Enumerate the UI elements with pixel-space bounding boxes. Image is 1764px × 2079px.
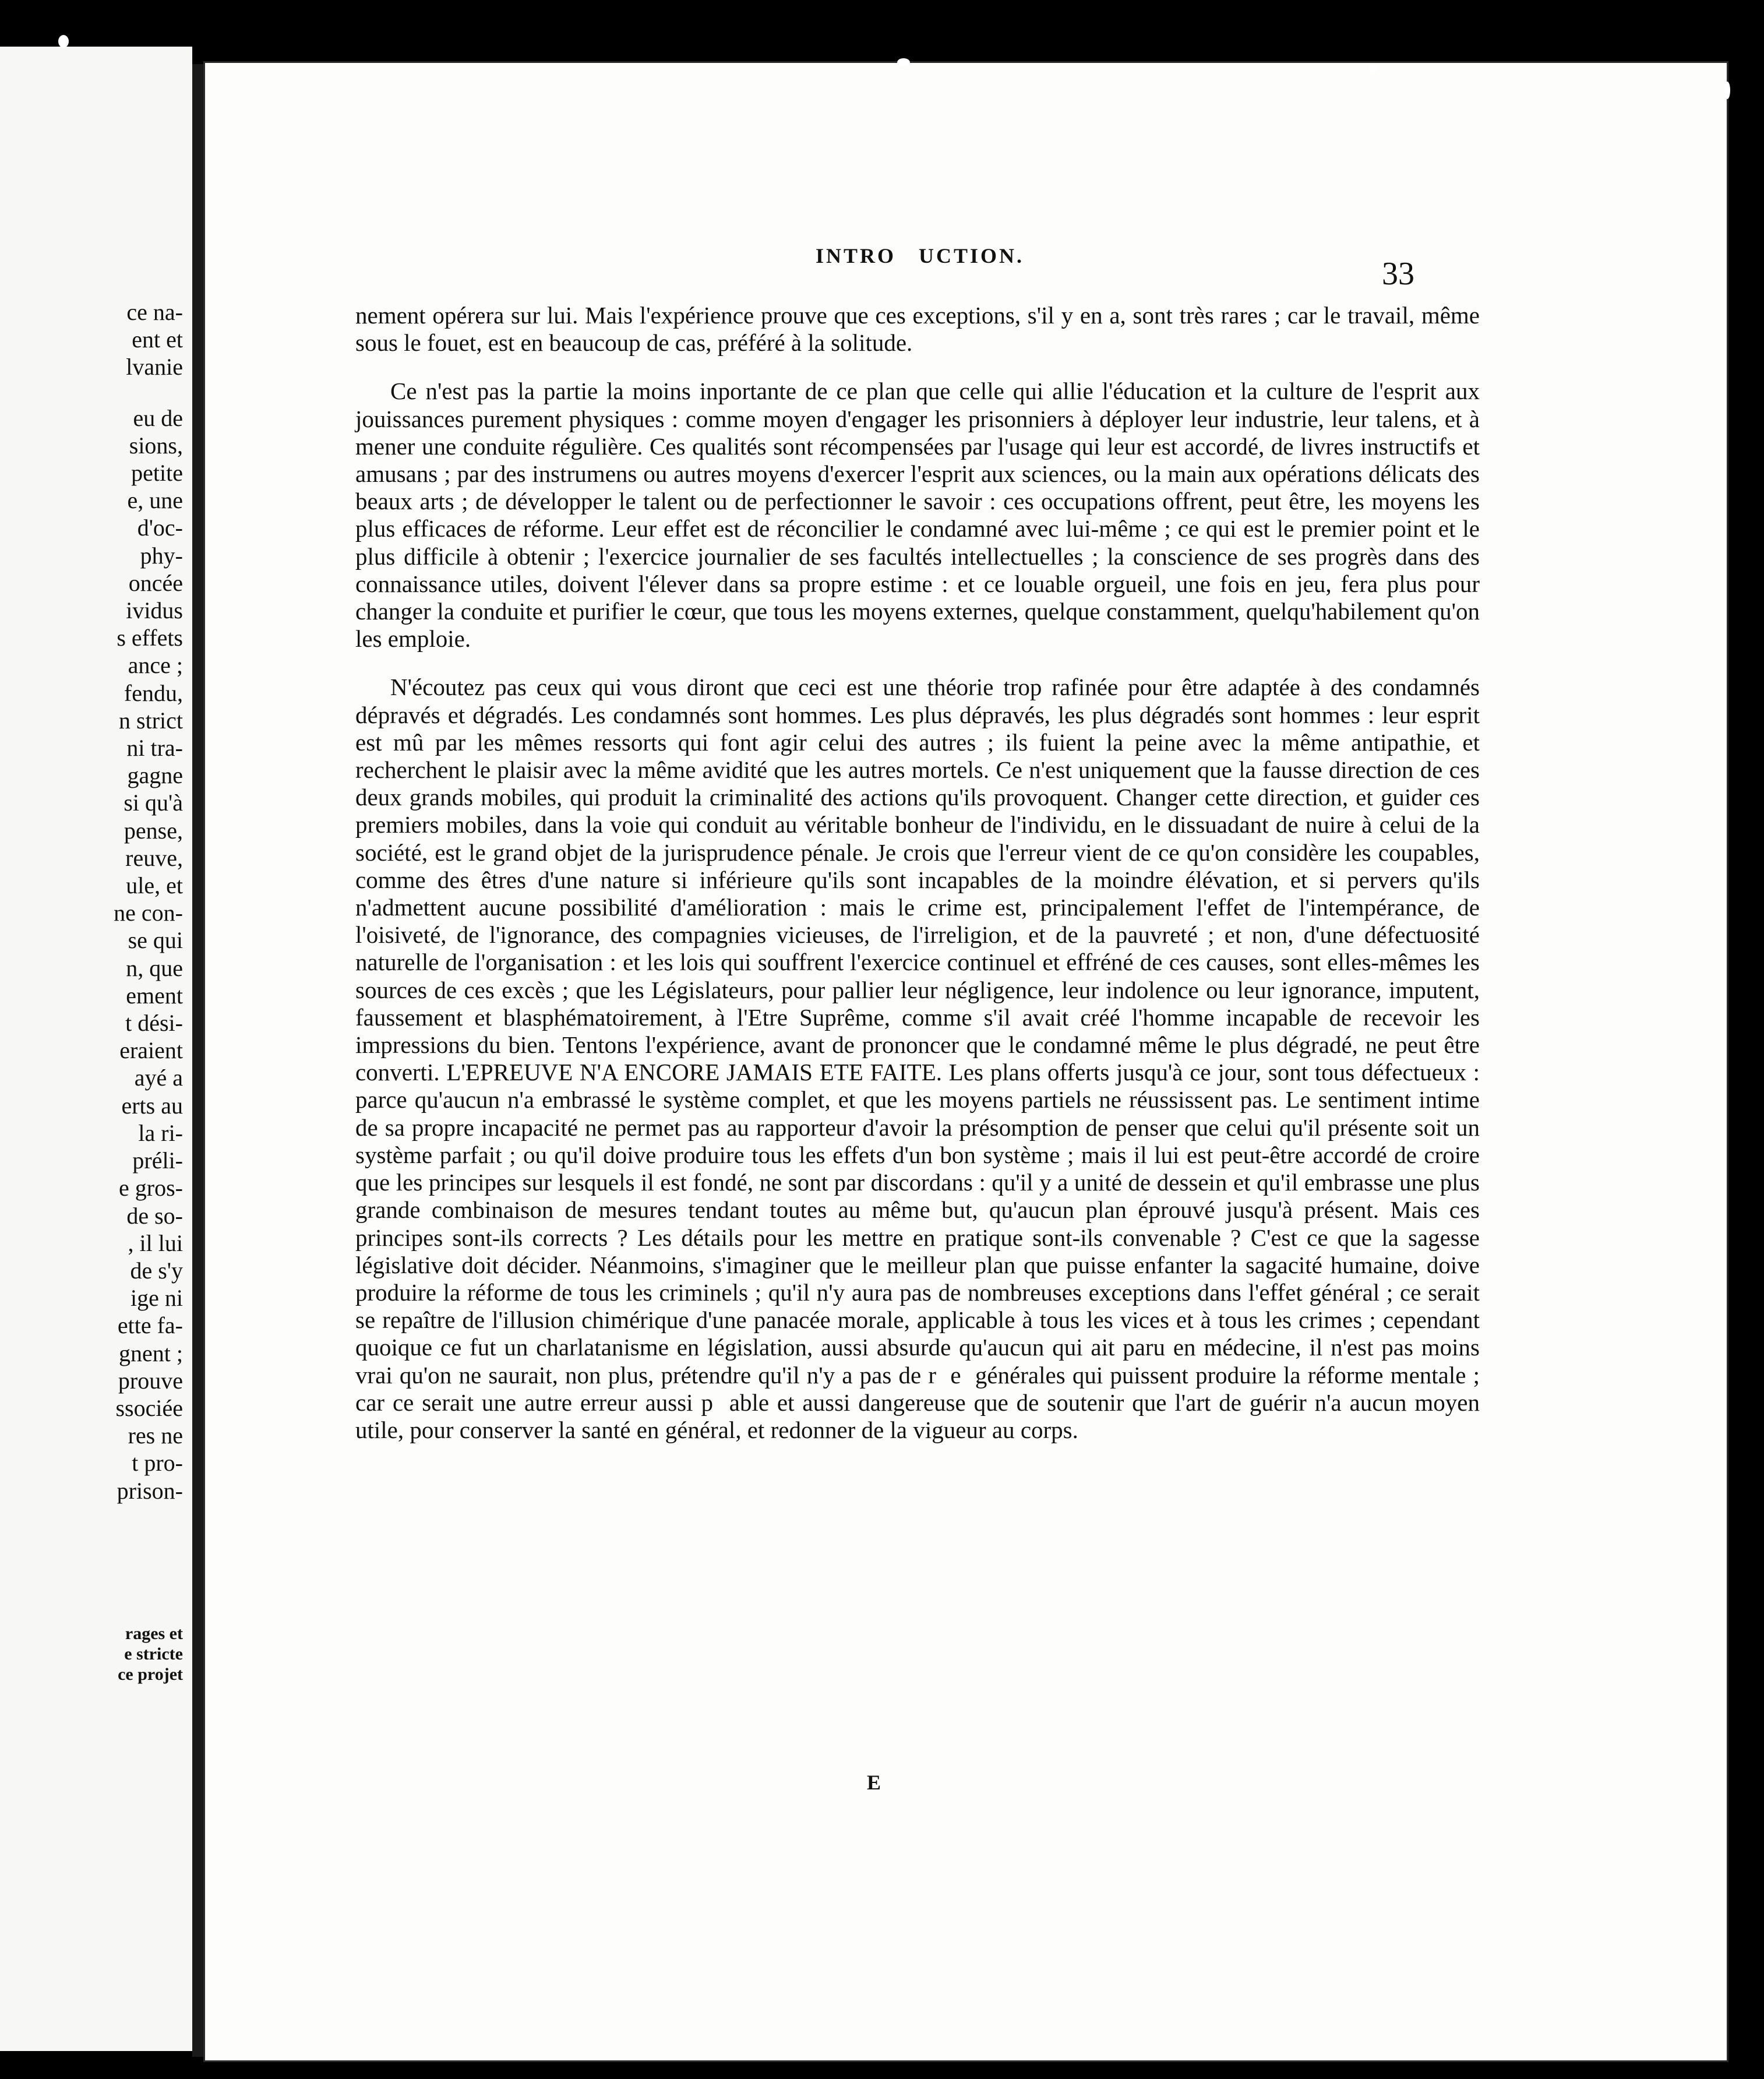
paragraph: nement opérera sur lui. Mais l'expérience prouve que ces exceptions, s'il y en a, sont très rares ; car le travail, même sous le fouet, est en beaucoup de cas, préféré à la solitude. <box>355 302 1480 357</box>
facing-line: ce na- <box>126 299 183 325</box>
facing-line: , il lui <box>128 1229 183 1256</box>
signature-mark: E <box>867 1771 881 1794</box>
facing-line: phy- <box>140 542 183 569</box>
facing-line: reuve, <box>125 844 183 871</box>
facing-line: ige ni <box>130 1285 183 1312</box>
facing-page <box>0 47 192 2051</box>
facing-line: se qui <box>128 927 183 954</box>
facing-note: rages et <box>125 1624 183 1643</box>
facing-line: ette fa- <box>117 1312 183 1339</box>
facing-line: fendu, <box>124 679 183 706</box>
paragraph: Ce n'est pas la partie la moins inportante de ce plan que celle qui allie l'éducation et la culture de l'esprit aux jouissances purement physiques : comme moyen d'engager les prisonniers à déployer leur industrie, leur talens, et à mener une conduite régulière. Ces qualités sont récompensées par l'usage qui leur est accordé, de livres instructifs et amusans ; par des instrumens ou autres moyens d'exercer l'esprit aux sciences, ou la main aux opérations délicats des beaux arts ; de développer le talent ou de perfectionner le savoir : ces occupations offrent, peut être, les moyens les plus efficaces de réforme. Leur effet est de réconcilier le condamné avec lui-même ; ce qui est le premier point et le plus difficile à obtenir ; l'exercice journalier de ses facultés intellectuelles ; la conscience de ses progrès dans des connaissance utiles, doivent l'élever dans sa propre estime : et ce louable orgueil, une fois en jeu, fera plus pour changer la conduite et purifier le cœur, que tous les moyens externes, quelque constamment, quelqu'habilement qu'on les emploie. <box>355 378 1480 653</box>
scan-speck <box>1369 64 1377 72</box>
facing-line: gagne <box>127 762 183 789</box>
facing-line: t pro- <box>132 1450 183 1477</box>
facing-line: ance ; <box>128 652 183 679</box>
facing-note: e stricte <box>124 1644 183 1664</box>
facing-line: ne con- <box>114 900 183 926</box>
facing-line: d'oc- <box>137 515 183 541</box>
facing-note: ce projet <box>118 1665 183 1684</box>
facing-line: s effets <box>117 625 183 651</box>
scanned-page <box>205 63 1727 2060</box>
facing-line: ividus <box>126 597 183 624</box>
running-title: INTRO UCTION. <box>816 244 1025 267</box>
facing-line: petite <box>131 460 183 487</box>
facing-page-text <box>0 298 183 1504</box>
facing-line: sions, <box>129 432 183 459</box>
facing-line: n strict <box>119 707 183 734</box>
facing-line: si qu'à <box>124 790 183 816</box>
facing-line: e, une <box>127 487 183 514</box>
paragraph: N'écoutez pas ceux qui vous diront que ceci est une théorie trop rafinée pour être adaptée à des condamnés dépravés et dégradés. Les condamnés sont hommes. Les plus dépravés, les plus dégradés sont hommes : leur esprit est mû par les mêmes ressorts qui font agir celui des autres ; ils fuient la peine avec la même antipathie, et recherchent le plaisir avec la même avidité que les autres mortels. Ce n'est uniquement que la fausse direction de ces deux grands mobiles, qui produit la criminalité des actions qu'ils provoquent. Changer cette direction, et guider ces premiers mobiles, dans la voie qui conduit au véritable bonheur de l'individu, en le dissuadant de nuire à celui de la société, est le grand objet de la jurisprudence pénale. Je crois que l'erreur vient de ce qu'on considère les coupables, comme des êtres d'une nature si inférieure qu'ils sont incapables de la moindre élévation, et si pervers qu'ils n'admettent aucune possibilité d'amélioration : mais le crime est, principalement l'effet de l'intempérance, de l'oisiveté, de l'ignorance, des compagnies vicieuses, de l'irreligion, et de la pauvreté ; et non, d'une défectuosité naturelle de l'organisation : et les lois qui souffrent l'exercice continuel et effréné de ces causes, sont elles-mêmes les sources de ces excès ; que les Législateurs, pour pallier leur négligence, leur indolence ou leur ignorance, imputent, faussement et blasphématoirement, à l'Etre Suprême, comme s'il avait créé l'homme incapable de recevoir les impressions du bien. Tentons l'expérience, avant de prononcer que le condamné même le plus dégradé, ne peut être converti. L'EPREUVE N'A ENCORE JAMAIS ETE FAITE. Les plans offerts jusqu'à ce jour, sont tous défectueux : parce qu'aucun n'a embrassé le système complet, et que les moyens partiels ne réussissent pas. Le sentiment intime de sa propre incapacité ne permet pas au rapporteur d'avoir la présomption de penser que celui qu'il présente soit un système parfait ; ou qu'il doive produire tous les effets d'un bon système ; mais il lui est peut-être accordé de croire que les principes sur lesquels il est fondé, ne sont par discordans : qu'il y a unité de dessein et qu'il embrasse une plus grande combinaison de mesures tendant toutes au même but, qu'aucun plan éprouvé jusqu'à présent. Mais ces principes sont-ils corrects ? Les détails pour les mettre en pratique sont-ils convenable ? C'est ce que la sagesse législative doit décider. Néanmoins, s'imaginer que le meilleur plan que puisse enfanter la sagacité humaine, doive produire la réforme de tous les criminels ; qu'il n'y aura pas de nombreuses exceptions dans l'effet général ; ce serait se repaître de l'illusion chimérique d'une panacée morale, applicable à tous les vices et à tous les crimes ; cependant quoique ce fut un charlatanisme en législation, aussi absurde qu'aucun qui ait paru en médecine, il n'est pas moins vrai qu'on ne saurait, non plus, prétendre qu'il n'y a pas de r e générales qui puissent produire la réforme mentale ; car ce serait une autre erreur aussi p able et aussi dangereuse que de soutenir que l'art de guérir n'a aucun moyen utile, pour conserver la santé en général, et redonner de la vigueur au corps. <box>355 674 1480 1443</box>
facing-line: ssociée <box>115 1394 183 1421</box>
facing-line: prouve <box>118 1367 183 1394</box>
facing-line: de s'y <box>130 1257 183 1284</box>
facing-page-notes <box>0 1623 183 1685</box>
facing-line: ule, et <box>126 872 183 899</box>
page-number: 33 <box>1382 256 1414 292</box>
facing-line: ayé a <box>134 1065 183 1091</box>
facing-line: eu de <box>133 404 183 431</box>
body-text <box>355 302 1480 1444</box>
scan-speck <box>1724 82 1730 99</box>
scan-speck <box>897 58 910 66</box>
facing-line: la ri- <box>138 1119 183 1146</box>
facing-line: res ne <box>128 1422 183 1449</box>
facing-line: oncée <box>128 569 183 596</box>
facing-line: préli- <box>132 1147 183 1174</box>
facing-line: ement <box>126 982 183 1009</box>
facing-line: de so- <box>126 1202 183 1229</box>
facing-line: t dési- <box>125 1010 183 1037</box>
facing-line: ent et <box>132 326 183 353</box>
facing-line: gnent ; <box>119 1340 183 1366</box>
facing-line: n, que <box>126 954 183 981</box>
facing-line: prison- <box>117 1477 183 1504</box>
facing-line: lvanie <box>126 354 183 380</box>
facing-line: eraient <box>119 1037 183 1064</box>
facing-line: e gros- <box>119 1175 183 1201</box>
facing-line: pense, <box>124 817 183 844</box>
facing-line: erts au <box>121 1092 183 1119</box>
facing-line: ni tra- <box>126 735 183 762</box>
scan-speck <box>58 35 69 48</box>
